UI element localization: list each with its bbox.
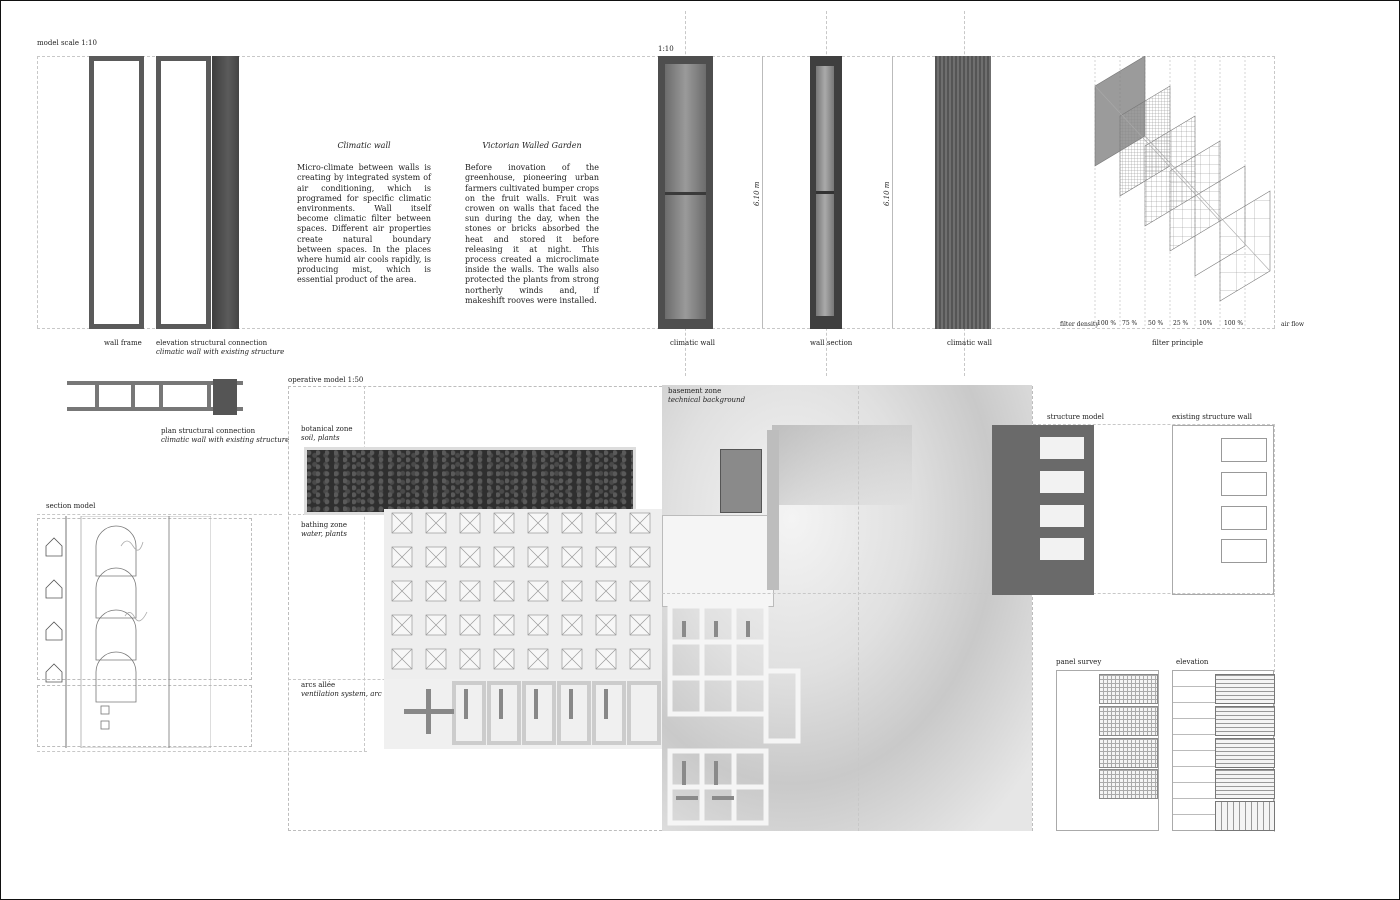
filter-density-label: filter density [1060, 321, 1099, 328]
arcs-allee-sublabel: ventilation system, arc [301, 690, 382, 698]
filter-principle-diagram [1056, 56, 1296, 331]
elevation-connection-sublabel: climatic wall with existing structure [156, 348, 285, 356]
walled-garden-body: Before inovation of the greenhouse, pioneering urban farmers cultivated bumper crops on the fruit walls. Fruit was crowen on walls that faced the sun during the day, when the stones or bricks absorbed the heat and stored it before releasing it at night. This process created a microclimate inside the walls. The walls also protected the plants from strong northerly winds and, if makeshift rooves were installed. [465, 163, 599, 305]
guide-line [858, 386, 859, 831]
density-value: 100 % [1224, 320, 1244, 327]
density-value: 10% [1199, 320, 1213, 327]
structure-grid-model [662, 601, 822, 829]
height-dimension: 6.10 m [753, 181, 761, 206]
structure-model-label: structure model [1047, 413, 1104, 421]
botanical-zone-label: botanical zone [301, 425, 353, 433]
climatic-wall-label: climatic wall [947, 339, 993, 347]
guide-line [37, 56, 38, 328]
bathing-grid-model [384, 509, 664, 681]
botanical-zone-sublabel: soil, plants [301, 434, 340, 442]
panel-survey-drawing [1056, 670, 1159, 831]
scale-label: 1:10 [658, 45, 674, 53]
guide-line [37, 751, 367, 752]
existing-structure-wall-label: existing structure wall [1172, 413, 1253, 421]
climatic-wall-body: Micro-climate between walls is creating by integrated system of air conditioning, which is programed for specific climatic environments. Wall itself become climatic filter between spaces. Different air properties create natural boundary between spaces. In the places where humid air cools rapidly, is producing mist, which is essential product of the area. [297, 163, 431, 285]
filter-principle-label: filter principle [1152, 339, 1204, 347]
wall-section-model [810, 56, 842, 329]
structure-panel-model [992, 425, 1094, 595]
model-scale-label: model scale 1:10 [37, 39, 97, 47]
climatic-wall-elevation [658, 56, 713, 329]
bathing-zone-label: bathing zone [301, 521, 347, 529]
walled-garden-title: Victorian Walled Garden [482, 141, 582, 150]
guide-line [762, 56, 763, 328]
guide-line [37, 514, 282, 515]
density-value: 100 % [1097, 320, 1117, 327]
structural-connection-model [212, 56, 239, 329]
section-model-label: section model [46, 502, 96, 510]
operative-model-label: operative model 1:50 [288, 376, 364, 384]
elevation-drawing [1172, 670, 1274, 831]
wall-frame-label: wall frame [104, 339, 142, 347]
basement-zone-label: basement zone [668, 387, 722, 395]
existing-wall-drawing [1172, 425, 1274, 595]
soil-plants-model [304, 447, 636, 515]
density-value: 75 % [1122, 320, 1138, 327]
walled-garden-text [465, 141, 599, 306]
wall-frame-model [89, 56, 144, 329]
climatic-wall-text [297, 141, 431, 286]
wall-frame-model [156, 56, 211, 329]
climatic-wall-label: climatic wall [670, 339, 716, 347]
guide-line [662, 593, 1032, 594]
arcs-allee-label: arcs allée [301, 681, 336, 689]
air-flow-label: air flow [1281, 321, 1305, 328]
climatic-wall-elevation [935, 56, 991, 329]
density-value: 50 % [1148, 320, 1164, 327]
plan-connection-drawing [67, 379, 247, 415]
arcs-allee-model [384, 679, 664, 749]
guide-line [892, 56, 893, 328]
density-value: 25 % [1173, 320, 1189, 327]
elevation-connection-label: elevation structural connection [156, 339, 268, 347]
plan-connection-label: plan structural connection [161, 427, 256, 435]
section-model-drawing [41, 516, 211, 748]
plan-connection-sublabel: climatic wall with existing structure [161, 436, 290, 444]
elevation-label: elevation [1176, 658, 1209, 666]
climatic-wall-title: Climatic wall [337, 141, 391, 150]
panel-survey-label: panel survey [1056, 658, 1102, 666]
wall-section-label: wall section [810, 339, 853, 347]
bathing-zone-sublabel: water, plants [301, 530, 347, 538]
height-dimension: 6.10 m [883, 181, 891, 206]
basement-zone-sublabel: technical background [668, 396, 746, 404]
